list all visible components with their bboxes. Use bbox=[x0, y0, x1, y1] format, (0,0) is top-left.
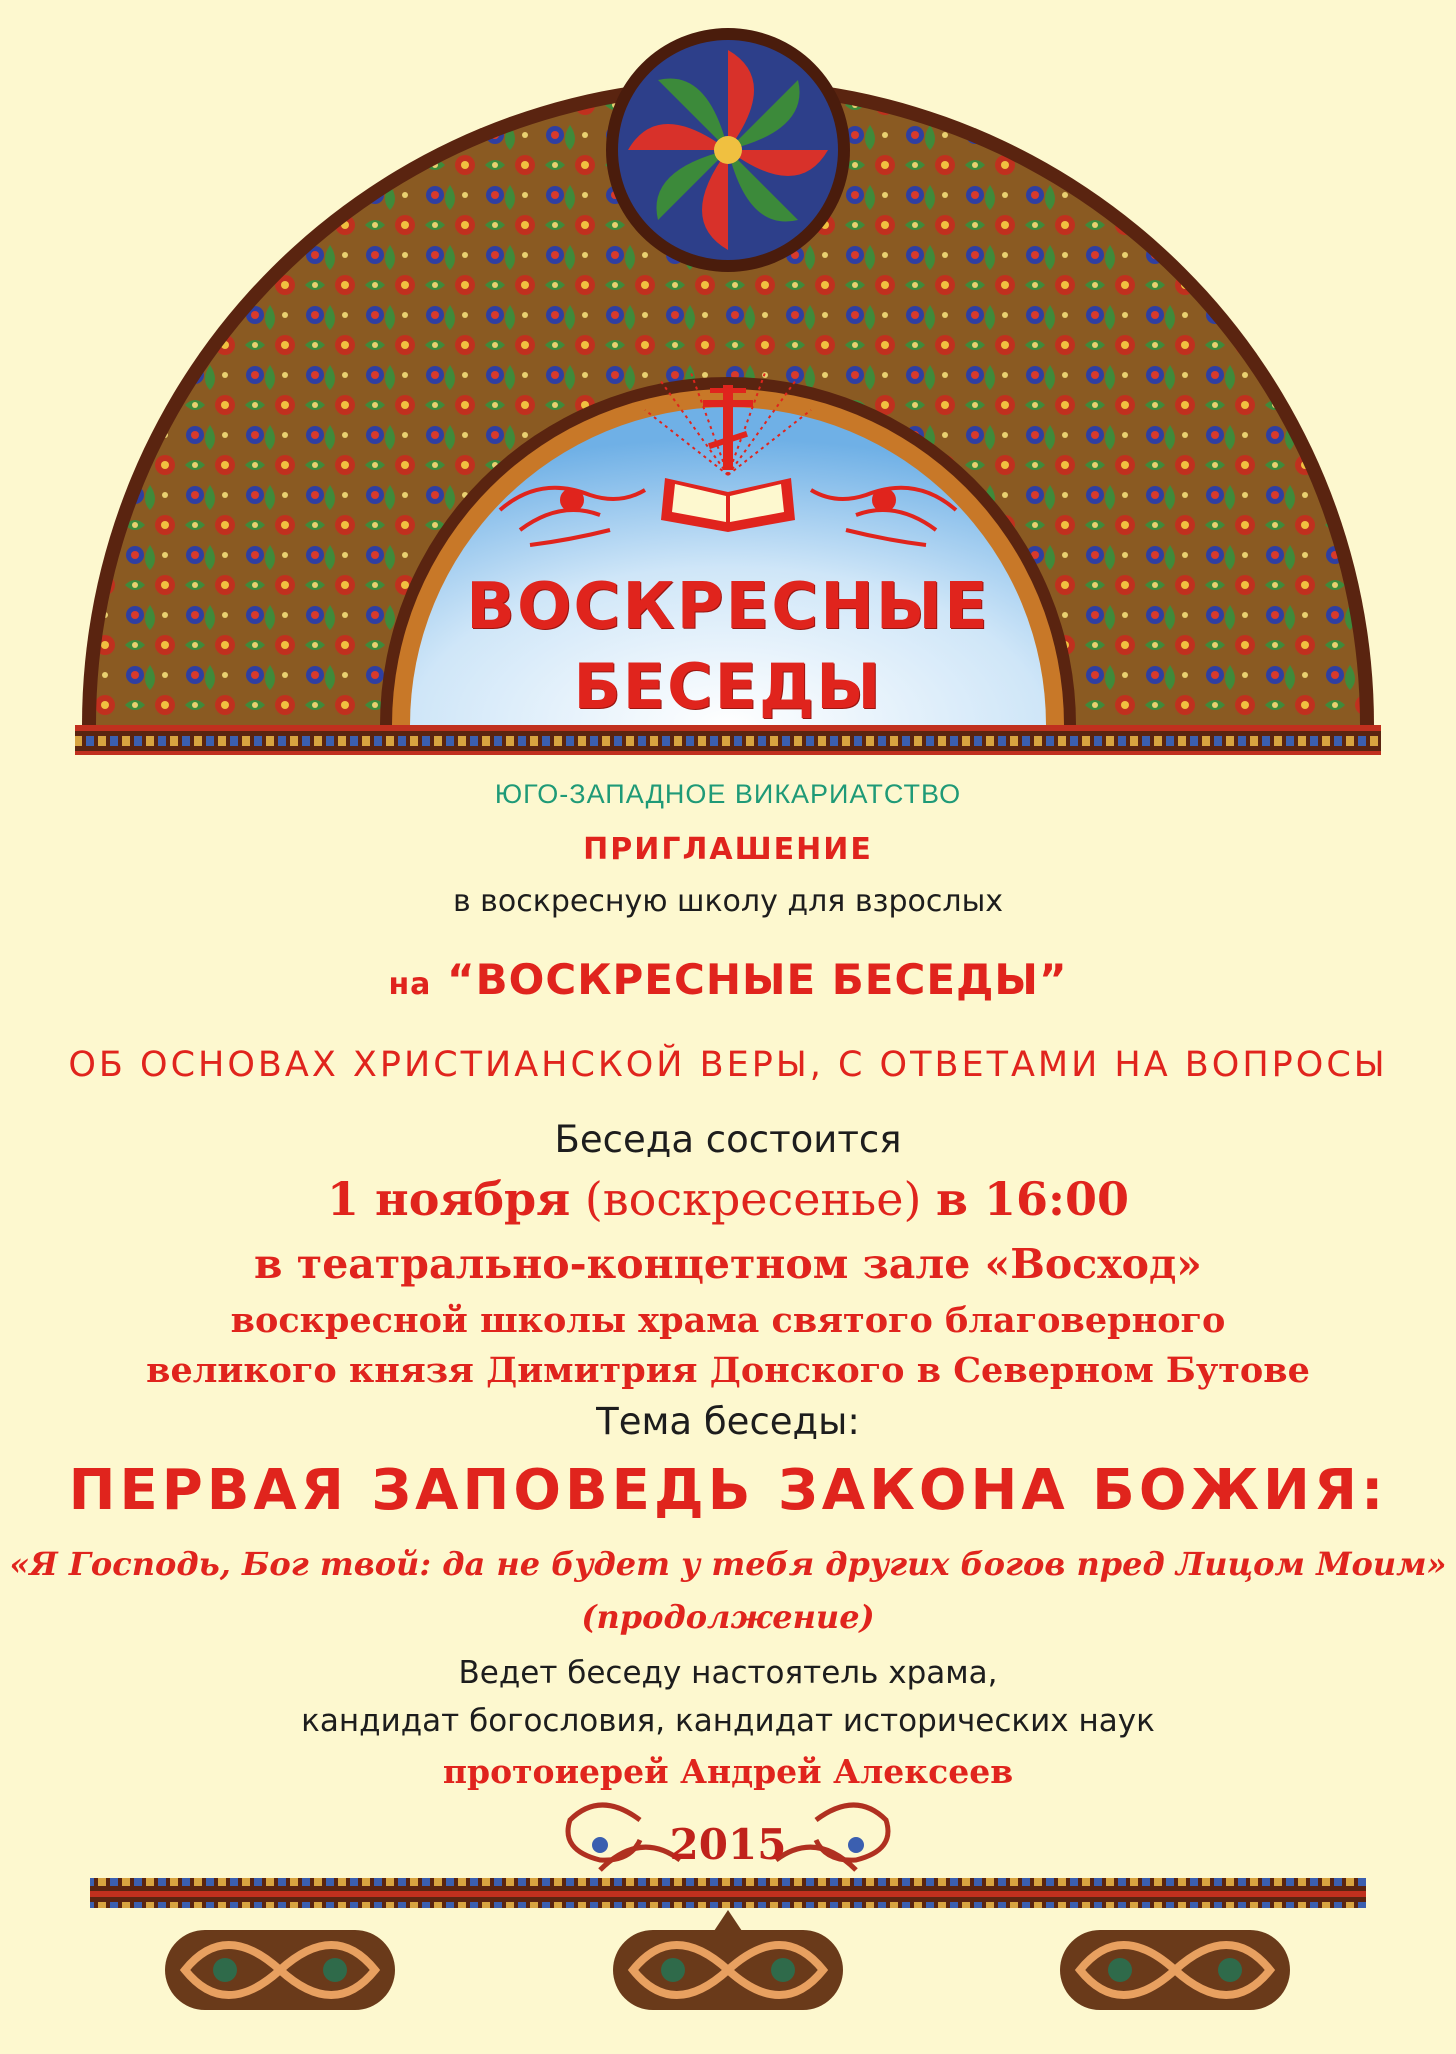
event-weekday: (воскресенье) bbox=[584, 1172, 922, 1226]
event-date: 1 ноября bbox=[327, 1172, 571, 1226]
topic-title: ПЕРВАЯ ЗАПОВЕДЬ ЗАКОНА БОЖИЯ: bbox=[68, 1458, 1388, 1523]
series-name: “ВОСКРЕСНЫЕ БЕСЕДЫ” bbox=[447, 955, 1068, 1004]
event-time: в 16:00 bbox=[936, 1172, 1129, 1226]
year: 2015 bbox=[669, 1820, 787, 1869]
topic-continuation: (продолжение) bbox=[581, 1598, 875, 1636]
school-line: в воскресную школу для взрослых bbox=[452, 884, 1004, 919]
event-held-label: Беседа состоится bbox=[554, 1118, 902, 1161]
topic-label: Тема беседы: bbox=[596, 1400, 860, 1443]
leader-line-2: кандидат богословия, кандидат исторических наук bbox=[301, 1703, 1155, 1739]
rosette-ornament-icon bbox=[714, 136, 742, 164]
event-venue: в театрально-концетном зале «Восход» bbox=[254, 1240, 1202, 1288]
vicariate-heading: ЮГО-ЗАПАДНОЕ ВИКАРИАТСТВО bbox=[494, 779, 962, 809]
leader-name: протоиерей Андрей Алексеев bbox=[442, 1752, 1014, 1791]
series-title bbox=[0, 955, 1456, 1004]
leader-line-1: Ведет беседу настоятель храма, bbox=[458, 1655, 998, 1691]
invitation-heading: ПРИГЛАШЕНИЕ bbox=[583, 832, 873, 867]
event-date-line bbox=[0, 1172, 1456, 1226]
topic-quote: «Я Господь, Бог твой: да не будет у тебя других богов пред Лицом Моим» bbox=[9, 1545, 1447, 1583]
arch-title-line-1: ВОСКРЕСНЫЕ bbox=[466, 570, 990, 644]
knot-ornament-icon bbox=[165, 1910, 1290, 2010]
arch-title-line-2: БЕСЕДЫ bbox=[573, 650, 883, 723]
series-subject: ОБ ОСНОВАХ ХРИСТИАНСКОЙ ВЕРЫ, С ОТВЕТАМИ НА ВОПРОСЫ bbox=[68, 1045, 1388, 1085]
school-desc-line-1: воскресной школы храма святого благоверного bbox=[230, 1300, 1226, 1341]
series-prefix: на bbox=[388, 967, 432, 1002]
school-desc-line-2: великого князя Димитрия Донского в Северном Бутове bbox=[146, 1350, 1310, 1391]
